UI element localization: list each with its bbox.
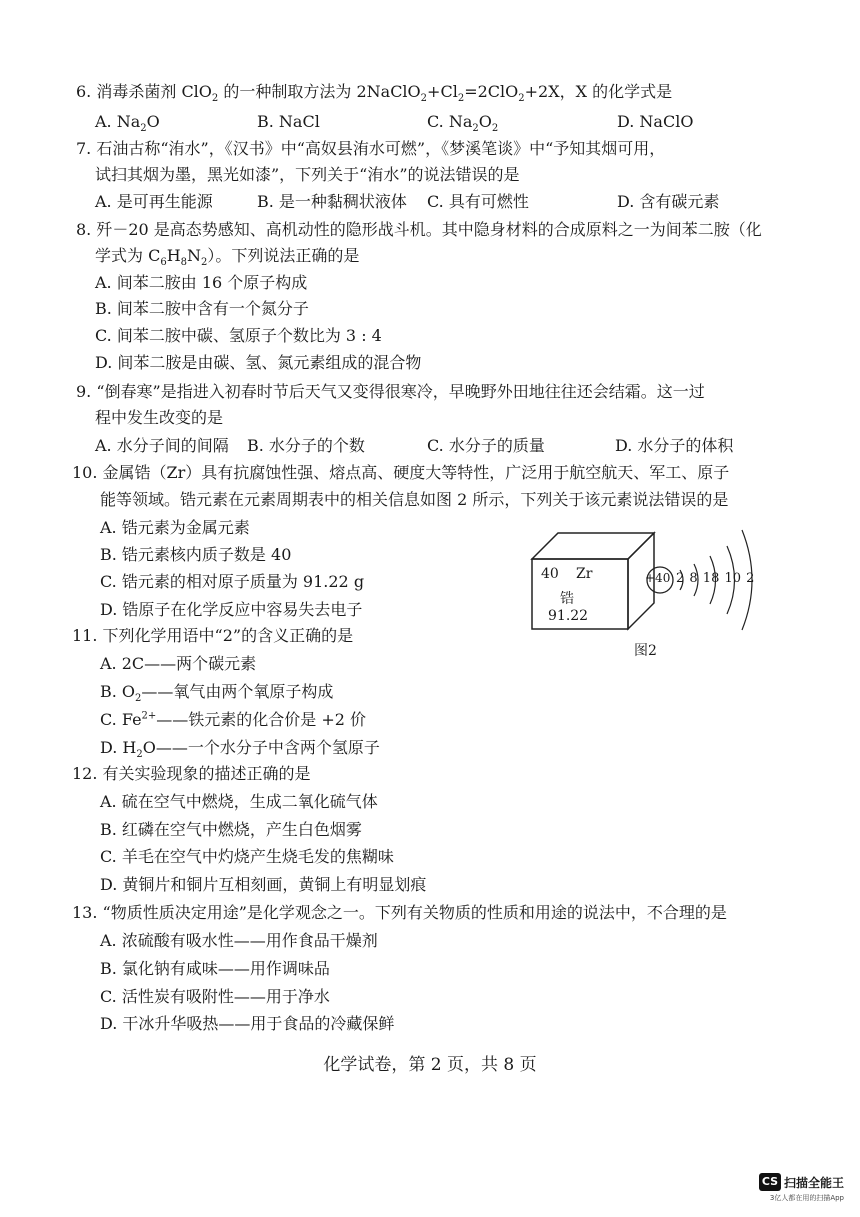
question-11-option-b: B. $O_2——$氧气由两个氧原子构成 <box>100 682 334 705</box>
question-7-option-c: C. 具有可燃性 <box>427 192 529 211</box>
question-11-option-a: A. 2C——两个碳元素 <box>100 654 257 673</box>
question-11-option-c: C. $Fe^{2+}——$铁元素的化合价是 +2 价 <box>100 710 367 729</box>
question-7-line-2: 试扫其烟为墨，黑光如漆”，下列关于“洧水”的说法错误的是 <box>95 165 520 184</box>
question-10-line-1: 10. 金属锆（Zr）具有抗腐蚀性强、熔点高、硬度大等特性，广泛用于航空航天、军工、原子 <box>72 463 730 482</box>
question-13-option-c: C. 活性炭有吸附性——用于净水 <box>100 987 330 1006</box>
question-9-option-b: B. 水分子的个数 <box>247 436 365 455</box>
camscanner-logo-icon: CS <box>759 1173 781 1191</box>
atomic-mass: 91.22 <box>548 608 589 624</box>
question-10-option-a: A. 锆元素为金属元素 <box>100 518 250 537</box>
question-10-option-c: C. 锆元素的相对原子质量为 91.22 g <box>100 572 365 591</box>
scanner-watermark <box>759 1172 844 1204</box>
question-13-option-a: A. 浓硫酸有吸水性——用作食品干燥剂 <box>100 931 378 950</box>
question-9-line-1: 9. “倒春寒”是指进入初春时节后天气又变得很寒冷，早晚野外田地往往还会结霜。这一过 <box>76 382 705 401</box>
question-9-option-d: D. 水分子的体积 <box>615 436 734 455</box>
question-8-option-d: D. 间苯二胺是由碳、氢、氮元素组成的混合物 <box>95 353 422 372</box>
question-6-stem: 6. 消毒杀菌剂 ClO$_2$ 的一种制取方法为 $2NaClO_2+Cl_2=2ClO_2+2X$，X 的化学式是 <box>76 82 673 105</box>
question-9-line-2: 程中发生改变的是 <box>95 408 224 427</box>
question-9-option-a: A. 水分子间的间隔 <box>95 436 229 455</box>
question-6-option-c: C. $Na_2O_2$ <box>427 112 499 135</box>
question-10-option-d: D. 锆原子在化学反应中容易失去电子 <box>100 600 363 619</box>
question-7-option-a: A. 是可再生能源 <box>95 192 213 211</box>
question-10-line-2: 能等领域。锆元素在元素周期表中的相关信息如图 2 所示，下列关于该元素说法错误的是 <box>100 490 729 509</box>
question-12-option-d: D. 黄铜片和铜片互相刻画，黄铜上有明显划痕 <box>100 875 427 894</box>
electron-shells: 2 8 18 10 2 <box>676 571 755 586</box>
question-13-option-d: D. 干冰升华吸热——用于食品的冷藏保鲜 <box>100 1014 395 1033</box>
question-6-option-b: B. NaCl <box>257 112 320 131</box>
figure-label: 图2 <box>634 643 657 659</box>
question-13-option-b: B. 氯化钠有咸味——用作调味品 <box>100 959 330 978</box>
element-symbol: Zr <box>576 566 593 582</box>
question-6-option-a: A. $Na_2O$ <box>95 112 160 135</box>
page-footer: 化学试卷，第 2 页，共 8 页 <box>323 1055 537 1075</box>
question-8-line-2: 学式为 $C_6H_8N_2$）。下列说法正确的是 <box>95 246 360 269</box>
question-8-option-c: C. 间苯二胺中碳、氢原子个数比为 3 : 4 <box>95 326 382 345</box>
question-12-option-b: B. 红磷在空气中燃烧，产生白色烟雾 <box>100 820 362 839</box>
question-11-option-d: D. $H_2O——$一个水分子中含两个氢原子 <box>100 738 380 761</box>
question-11-stem: 11. 下列化学用语中“2”的含义正确的是 <box>72 626 354 645</box>
element-name: 锆 <box>560 591 574 607</box>
question-9-option-c: C. 水分子的质量 <box>427 436 545 455</box>
question-7-option-b: B. 是一种黏稠状液体 <box>257 192 407 211</box>
watermark-subtitle: 3亿人都在用的扫描App <box>769 1194 844 1202</box>
watermark-title: 扫描全能王 <box>783 1175 844 1190</box>
question-7-line-1: 7. 石油古称“洧水”，《汉书》中“高奴县洧水可燃”，《梦溪笔谈》中“予知其烟可用， <box>76 139 666 158</box>
question-12-option-a: A. 硫在空气中燃烧，生成二氧化硫气体 <box>100 792 378 811</box>
question-6-option-d: D. NaClO <box>617 112 694 131</box>
question-7-option-d: D. 含有碳元素 <box>617 192 720 211</box>
question-12-option-c: C. 羊毛在空气中灼烧产生烧毛发的焦糊味 <box>100 847 394 866</box>
atomic-number: 40 <box>541 566 559 582</box>
question-8-line-1: 8. 歼－20 是高态势感知、高机动性的隐形战斗机。其中隐身材料的合成原料之一为间苯二胺（化 <box>76 220 762 239</box>
question-12-stem: 12. 有关实验现象的描述正确的是 <box>72 764 311 783</box>
nucleus-charge: +40 <box>645 571 671 585</box>
question-8-option-a: A. 间苯二胺由 16 个原子构成 <box>95 273 308 292</box>
question-10-option-b: B. 锆元素核内质子数是 40 <box>100 545 292 564</box>
cell-top-face <box>532 533 654 559</box>
question-13-stem: 13. “物质性质决定用途”是化学观念之一。下列有关物质的性质和用途的说法中，不合理的是 <box>72 903 727 922</box>
question-8-option-b: B. 间苯二胺中含有一个氮分子 <box>95 299 309 318</box>
